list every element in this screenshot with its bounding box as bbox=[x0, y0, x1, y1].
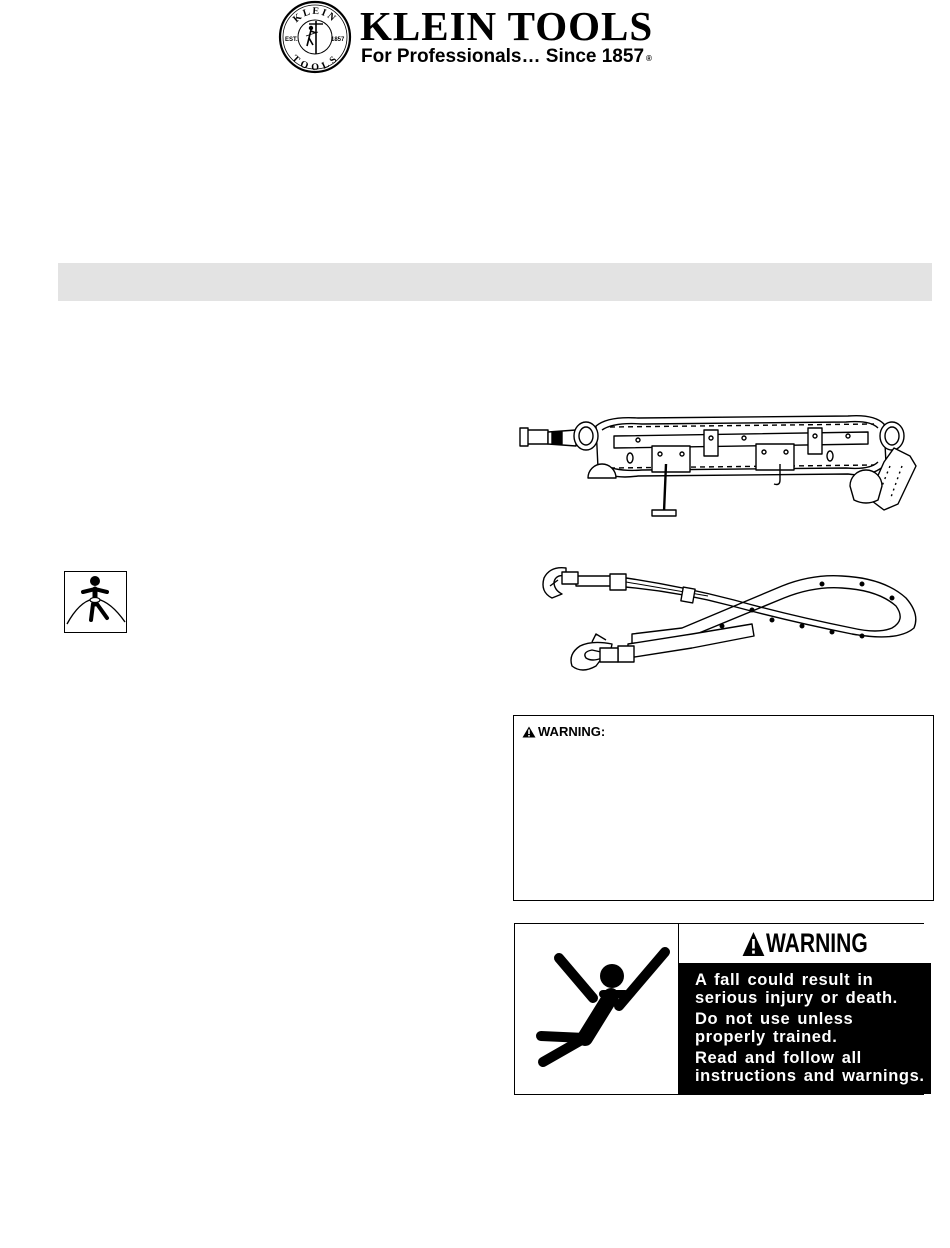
warning-line: A fall could result in bbox=[695, 971, 874, 989]
seal-right-text: 1857 bbox=[331, 37, 345, 43]
warning-notice-box bbox=[513, 715, 934, 901]
warning-heading bbox=[522, 724, 605, 740]
seal-left-text: EST. bbox=[285, 37, 298, 43]
warning-line: serious injury or death. bbox=[695, 988, 898, 1007]
warning-line: Read and follow all bbox=[695, 1049, 862, 1067]
seal-bottom-text: TOOLS bbox=[289, 53, 341, 74]
brand-tagline bbox=[361, 45, 652, 69]
klein-tools-seal-logo bbox=[278, 0, 352, 74]
warning-label-pictogram bbox=[515, 924, 679, 1094]
lanyard-climber-icon bbox=[65, 572, 126, 632]
warning-label-body bbox=[679, 964, 931, 1094]
falling-person-icon bbox=[515, 924, 678, 1093]
seal-top-text: KLEIN bbox=[291, 5, 339, 26]
tagline-text: For Professionals… Since 1857 bbox=[361, 46, 645, 67]
warning-triangle-icon bbox=[742, 931, 765, 957]
title-bar bbox=[58, 263, 932, 301]
warning-label-title-text: WARNING bbox=[765, 928, 868, 958]
fall-warning-label bbox=[514, 923, 924, 1095]
warning-line: properly trained. bbox=[695, 1027, 838, 1046]
warning-line: instructions and warnings. bbox=[695, 1066, 925, 1085]
registered-mark: ® bbox=[646, 54, 652, 63]
warning-line: Do not use unless bbox=[695, 1010, 854, 1028]
warning-triangle-icon bbox=[522, 726, 536, 738]
pole-strap-illustration bbox=[522, 562, 922, 684]
body-belt-illustration bbox=[518, 408, 922, 524]
warning-label-title bbox=[742, 928, 868, 959]
warning-label-header bbox=[679, 924, 931, 964]
brand-name: KLEIN TOOLS bbox=[360, 3, 654, 49]
climber-pictogram-icon bbox=[64, 571, 127, 633]
warning-heading-text: WARNING: bbox=[538, 724, 606, 739]
warning-label-content bbox=[679, 924, 931, 1094]
